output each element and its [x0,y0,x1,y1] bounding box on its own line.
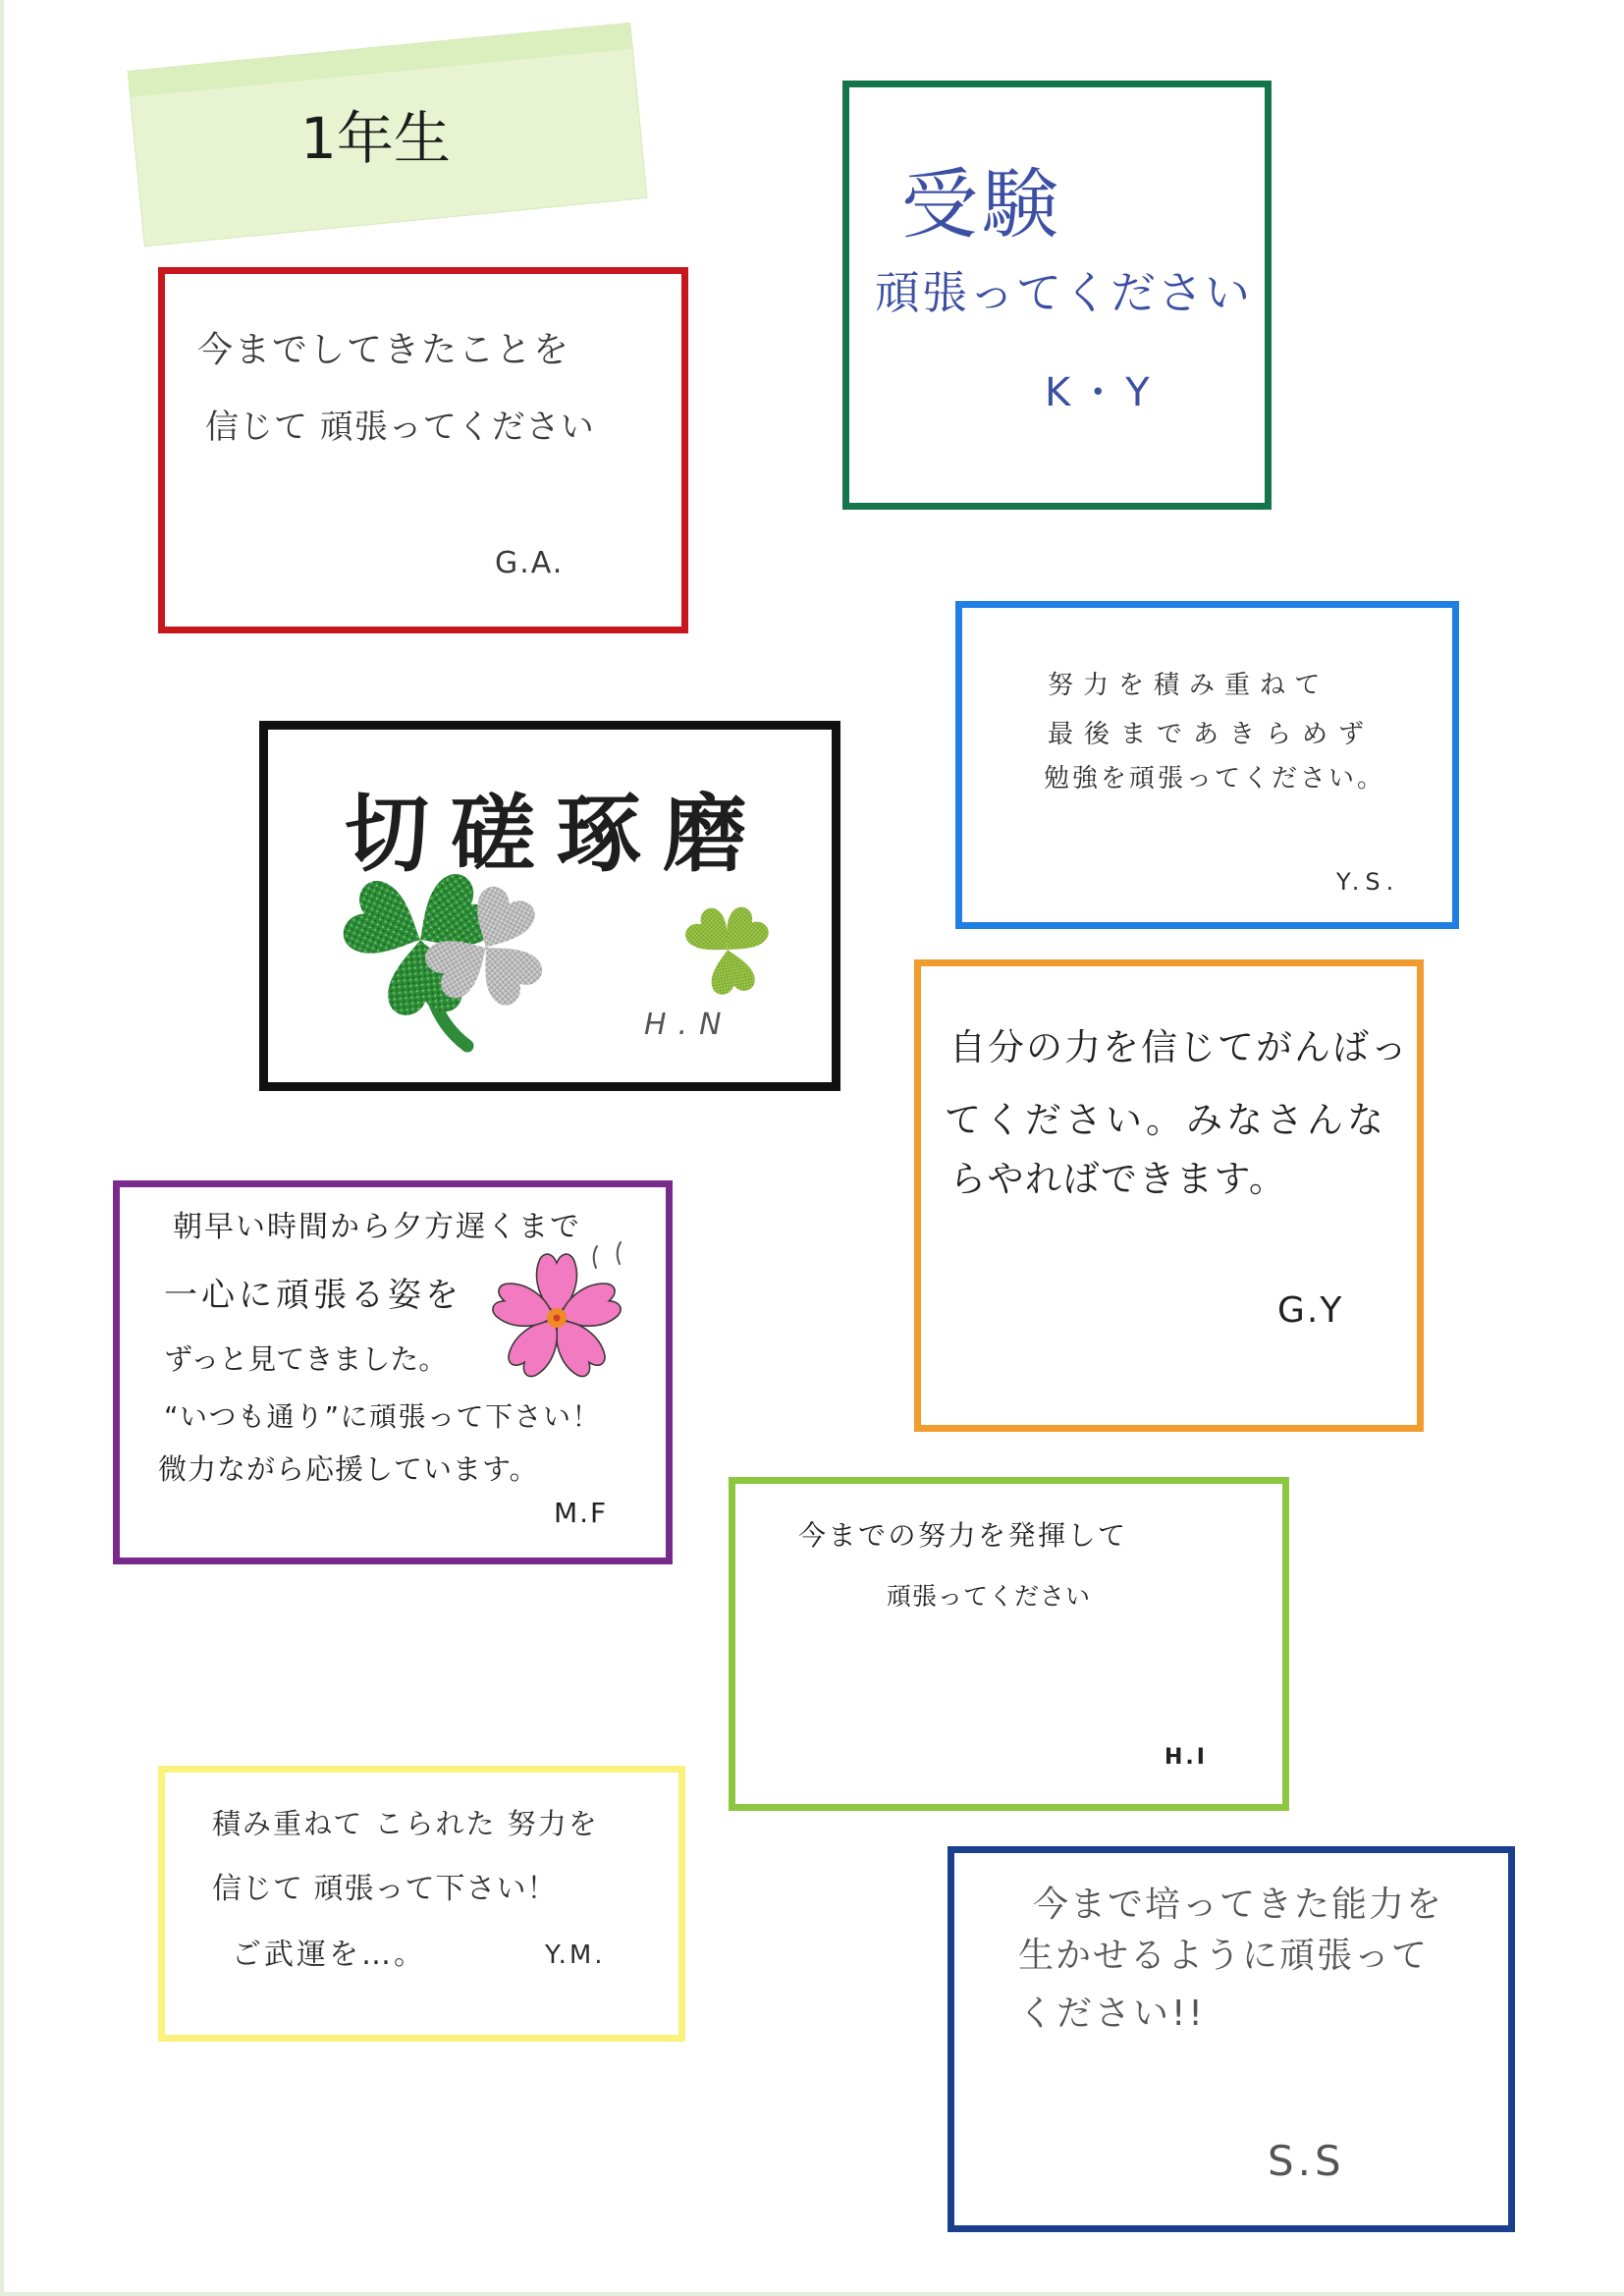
green-clover-icon [338,867,503,1016]
message-line: ずっと見てきました。 [164,1342,448,1376]
message-line: 今までの努力を発揮して [798,1519,1128,1552]
message-line: 自分の力を信じてがんばっ [949,1026,1409,1068]
message-card-ss [947,1846,1515,2232]
message-line: らやればできます。 [949,1158,1287,1200]
signature: M.F [554,1497,609,1529]
lime-clover-icon [681,902,773,996]
message-line: 受験 [901,161,1063,249]
message-line: 一心に頑張る姿を [164,1276,462,1315]
message-card-ys [955,601,1459,929]
grade-tag-band [129,24,632,97]
message-line: 勉強を頑張ってください。 [1044,764,1386,793]
message-card-hi [729,1477,1289,1811]
message-line: 今まで培ってきた能力を [1033,1885,1444,1925]
message-card-mf [113,1180,673,1564]
message-card-gy [914,959,1424,1432]
signature: Y.M. [545,1941,606,1970]
signature: K・Y [1045,370,1158,415]
message-line: 努力を積み重ねて [1048,671,1330,700]
message-card-ky [842,81,1272,510]
message-line: てください。みなさんな [945,1099,1387,1141]
signature: H.I [1164,1745,1208,1770]
message-line: 頑張ってください [887,1582,1092,1611]
message-card-hn [259,721,840,1091]
message-card-ga [158,267,688,633]
motion-mark [618,1242,621,1264]
message-line: ご武運を…。 [232,1938,426,1972]
message-line: 今までしてきたことを [197,330,571,370]
signature: G.A. [495,546,565,580]
message-line: 積み重ねて こられた 努力を [212,1807,599,1840]
sakura-flower-icon [490,1254,623,1381]
message-line: 最後まであきらめず [1048,720,1376,749]
signature: H.N [644,1008,733,1042]
flower-center-dot [554,1315,561,1322]
message-line: 朝早い時間から夕方遅くまで [173,1210,581,1244]
message-line: ください!! [1018,1994,1206,2034]
clover-leaf [706,946,756,996]
message-line: 微力ながら応援しています。 [158,1452,539,1486]
signature: Y.S. [1336,868,1400,896]
clover-decoration [268,730,832,1082]
signature: S.S [1268,2137,1345,2185]
message-card-ym [158,1766,685,2042]
message-line: 信じて 頑張って下さい！ [212,1872,558,1906]
grade-label: 1年生 [300,105,451,172]
message-line: 頑張ってください [875,266,1252,319]
message-line: 生かせるように頑張って [1018,1936,1430,1976]
idiom-title: 切磋琢磨 [345,786,769,884]
message-line: “いつも通り”に頑張って下さい！ [164,1400,602,1433]
motion-mark [594,1246,597,1268]
signature: G.Y [1277,1290,1344,1331]
message-line: 信じて 頑張ってください [205,408,595,447]
